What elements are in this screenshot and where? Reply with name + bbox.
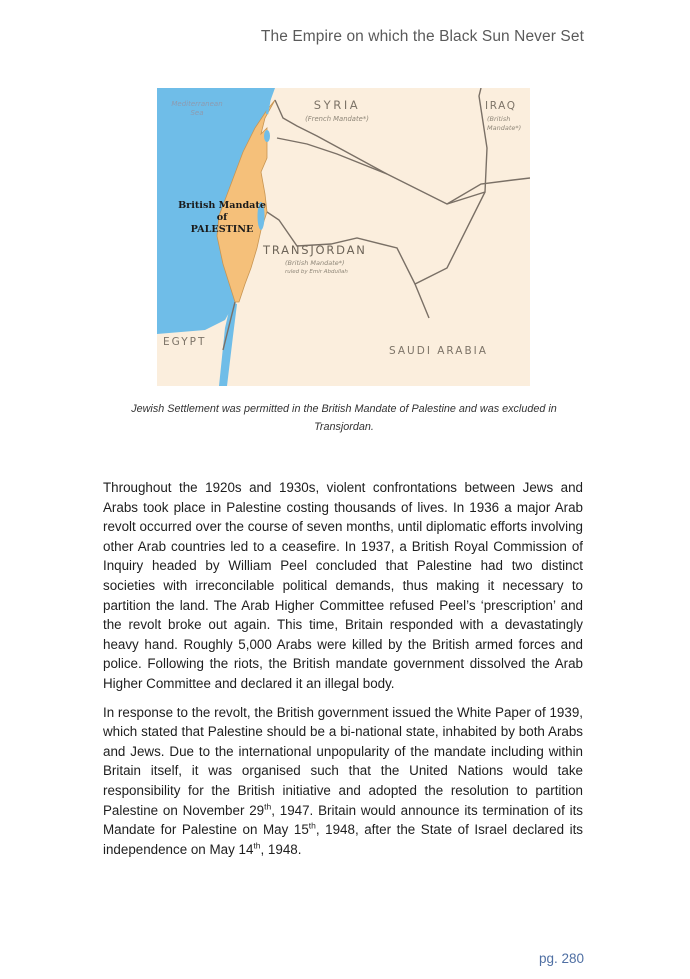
body-text (103, 478, 583, 868)
svg-text:Mandate*): Mandate*) (487, 124, 522, 132)
transjordan-sub-label: (British Mandate*) (285, 259, 345, 267)
iraq-label: IRAQ (485, 100, 517, 112)
transjordan-label: TRANSJORDAN (263, 243, 367, 257)
paragraph-1: Throughout the 1920s and 1930s, violent confrontations between Jews and Arabs took place in Palestine costing thousands of lives. In 1936 a major Arab revolt occurred over the course of seven months, until diplomatic efforts involving other Arab countries led to a ceasefire. In 1937, a British Royal Commission of Inquiry headed by William Peel concluded that Palestine had two distinct societies with irreconcilable political demands, thus making it necessary to partition the land. The Arab Higher Committee refused Peel’s ‘prescription’ and the revolt broke out again. This time, Britain responded with a devastatingly heavy hand. Roughly 5,000 Arabs were killed by the British armed forces and police. Following the riots, the British mandate government dissolved the Arab Higher Committee and declared it an illegal body. (103, 480, 583, 691)
map-svg (157, 88, 530, 386)
sea-of-galilee (264, 130, 270, 142)
syria-label: SYRIA (313, 98, 361, 112)
saudi-arabia-label: SAUDI ARABIA (389, 345, 488, 357)
paragraph-2-part-3: , 1948, after the State of Israel declared its independence on May 14 (103, 822, 583, 857)
page-number: pg. 280 (538, 951, 584, 966)
syria-sub-label: (French Mandate*) (305, 115, 369, 123)
ordinal-suffix: th (253, 840, 261, 851)
paragraph-2 (103, 703, 583, 860)
svg-text:of: of (216, 212, 228, 223)
svg-text:PALESTINE: PALESTINE (190, 224, 254, 235)
map-figure (157, 88, 530, 386)
svg-text:Sea: Sea (190, 109, 204, 117)
paragraph-2-part-1: In response to the revolt, the British government issued the White Paper of 1939, which stated that Palestine should be a bi-national state, inhabited by both Arabs and Jews. Due to the international unpopularity of the mandate including within Britain itself, it was organised such that the United Nations would take responsibility for the British initiative and adopted the resolution to partition Palestine on November 29 (103, 704, 583, 818)
caption-line-2: Transjordan. (314, 421, 374, 433)
running-header: The Empire on which the Black Sun Never Set (260, 28, 584, 45)
ordinal-suffix: th (308, 820, 316, 831)
paragraph-2-part-4: , 1948. (260, 841, 302, 857)
svg-text:(British: (British (487, 115, 511, 123)
paragraph-2-part-2: , 1947. Britain would announce its termination of its Mandate for Palestine on May 15 (103, 802, 583, 838)
transjordan-ruler-label: ruled by Emir Abdullah (285, 269, 348, 275)
egypt-label: EGYPT (163, 336, 207, 348)
svg-text:Mediterranean: Mediterranean (171, 100, 223, 108)
caption-line-1: Jewish Settlement was permitted in the British Mandate of Palestine and was excluded in (131, 403, 557, 415)
figure-caption (110, 400, 578, 436)
ordinal-suffix: th (264, 801, 272, 812)
svg-text:British Mandate: British Mandate (178, 200, 266, 211)
